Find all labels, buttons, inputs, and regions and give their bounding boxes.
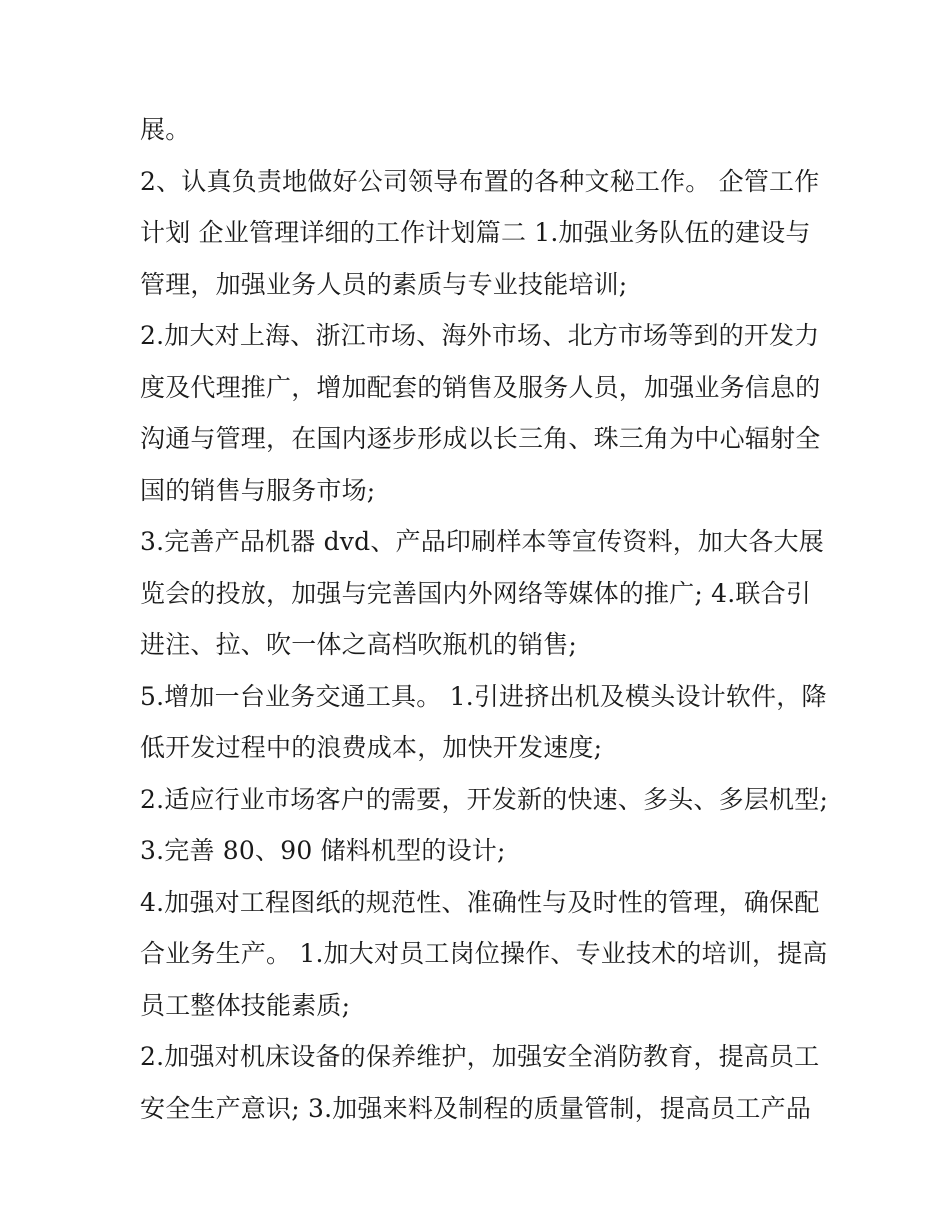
text-line: 度及代理推广，增加配套的销售及服务人员，加强业务信息的 — [140, 372, 821, 402]
text-line: 国的销售与服务市场; — [140, 475, 376, 505]
text-line: 沟通与管理，在国内逐步形成以长三角、珠三角为中心辐射全 — [140, 424, 821, 453]
text-line: 展。 — [140, 115, 191, 144]
text-line: 5.增加一台业务交通工具。 1.引进挤出机及模头设计软件，降 — [140, 681, 827, 711]
text-line: 合业务生产。 1.加大对员工岗位操作、专业技术的培训，提高 — [140, 939, 828, 968]
text-line: 安全生产意识; 3.加强来料及制程的质量管制，提高员工产品 — [140, 1093, 812, 1123]
text-line: 2.加强对机床设备的保养维护，加强安全消防教育，提高员工 — [140, 1042, 820, 1071]
text-line: 员工整体技能素质; — [140, 990, 351, 1020]
text-line: 4.加强对工程图纸的规范性、准确性与及时性的管理，确保配 — [140, 887, 820, 917]
text-line: 2.加大对上海、浙江市场、海外市场、北方市场等到的开发力 — [140, 321, 820, 350]
text-line: 2.适应行业市场客户的需要，开发新的快速、多头、多层机型; — [140, 784, 829, 814]
text-line: 计划 企业管理详细的工作计划篇二 1.加强业务队伍的建设与 — [140, 218, 811, 247]
text-line: 低开发过程中的浪费成本，加快开发速度; — [140, 733, 603, 762]
text-line: 进注、拉、吹一体之高档吹瓶机的销售; — [140, 630, 578, 659]
document-body — [140, 104, 829, 1134]
text-line: 3.完善产品机器 dvd、产品印刷样本等宣传资料，加大各大展 — [140, 527, 824, 556]
text-line: 览会的投放，加强与完善国内外网络等媒体的推广; 4.联合引 — [140, 578, 812, 608]
text-line: 3.完善 80、90 储料机型的设计; — [140, 836, 506, 865]
text-line: 2、认真负责地做好公司领导布置的各种文秘工作。 企管工作 — [140, 166, 820, 196]
text-line: 管理，加强业务人员的素质与专业技能培训; — [140, 269, 628, 299]
